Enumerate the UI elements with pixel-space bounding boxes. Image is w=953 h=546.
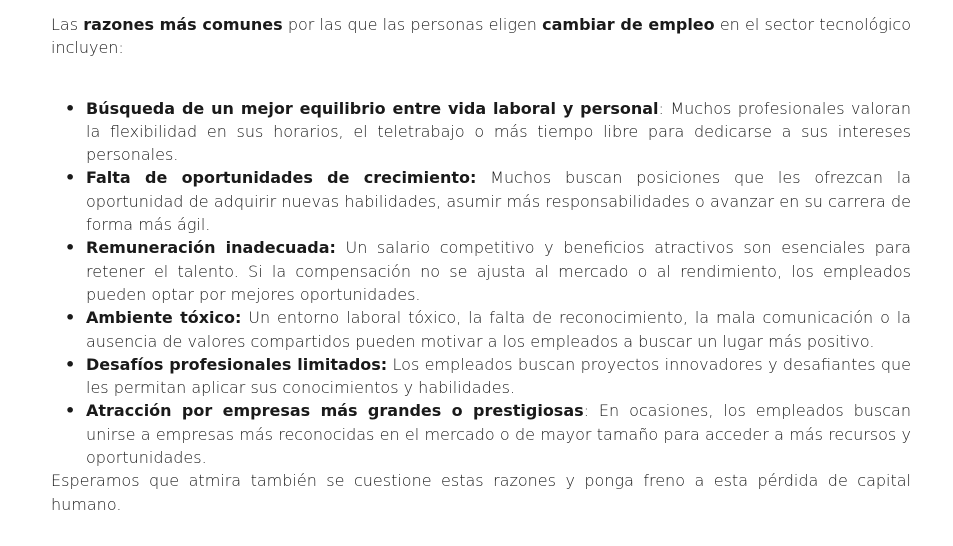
reasons-list: [51, 97, 911, 470]
list-item: [51, 353, 911, 400]
reason-text: Los empleados buscan proyectos innovadores y desafiantes que les permitan aplicar sus conocimientos y habilidades.: [86, 354, 912, 398]
intro-paragraph: [51, 13, 911, 60]
reason-title: Falta de oportunidades de crecimiento:: [86, 168, 477, 188]
reason-text: : Muchos profesionales valoran la flexibilidad en sus horarios, el teletrabajo o más tiempo libre para dedicarse a sus intereses personales.: [86, 98, 911, 165]
list-item: [51, 306, 911, 353]
list-item: [51, 97, 911, 167]
reason-title: Búsqueda de un mejor equilibrio entre vida laboral y personal: [86, 98, 659, 118]
reason-text: Muchos buscan posiciones que les ofrezcan la oportunidad de adquirir nuevas habilidades, asumir más responsabilidades o avanzar en su carrera de forma más ágil.: [86, 168, 911, 235]
reason-text: Un entorno laboral tóxico, la falta de reconocimiento, la mala comunicación o la ausencia de valores compartidos pueden motivar a los empleados a buscar un lugar más positivo.: [86, 308, 911, 351]
reason-title: Ambiente tóxico:: [86, 308, 242, 328]
intro-text-3: en el sector tecnológico incluyen:: [51, 15, 911, 58]
intro-text-2: por las que las personas eligen: [282, 15, 543, 34]
list-item: [51, 166, 911, 236]
reason-title: Remuneración inadecuada:: [86, 238, 336, 258]
bullet-icon: •: [65, 168, 76, 188]
intro-bold-1: razones más comunes: [83, 15, 283, 34]
document-body: [51, 13, 911, 516]
list-item: [51, 236, 911, 306]
reason-title: Desafíos profesionales limitados:: [86, 354, 388, 374]
intro-bold-2: cambiar de empleo: [542, 15, 715, 34]
reason-title: Atracción por empresas más grandes o prestigiosas: [86, 401, 584, 421]
reason-text: Un salario competitivo y beneficios atractivos son esenciales para retener el talento. Si la compensación no se ajusta al mercado o al rendimiento, los empleados pueden optar por mejores oportunidades.: [86, 238, 911, 304]
intro-text-1: Las: [51, 15, 84, 34]
bullet-icon: •: [65, 238, 76, 258]
bullet-icon: •: [65, 308, 76, 328]
closing-paragraph: Esperamos que atmira también se cuestione estas razones y ponga freno a esta pérdida de capital humano.: [51, 471, 911, 514]
reason-text: : En ocasiones, los empleados buscan unirse a empresas más reconocidas en el mercado o de mayor tamaño para acceder a más recursos y oportunidades.: [86, 401, 912, 468]
list-item: [51, 399, 911, 469]
bullet-icon: •: [65, 98, 76, 118]
bullet-icon: •: [65, 401, 76, 421]
bullet-icon: •: [65, 354, 76, 374]
